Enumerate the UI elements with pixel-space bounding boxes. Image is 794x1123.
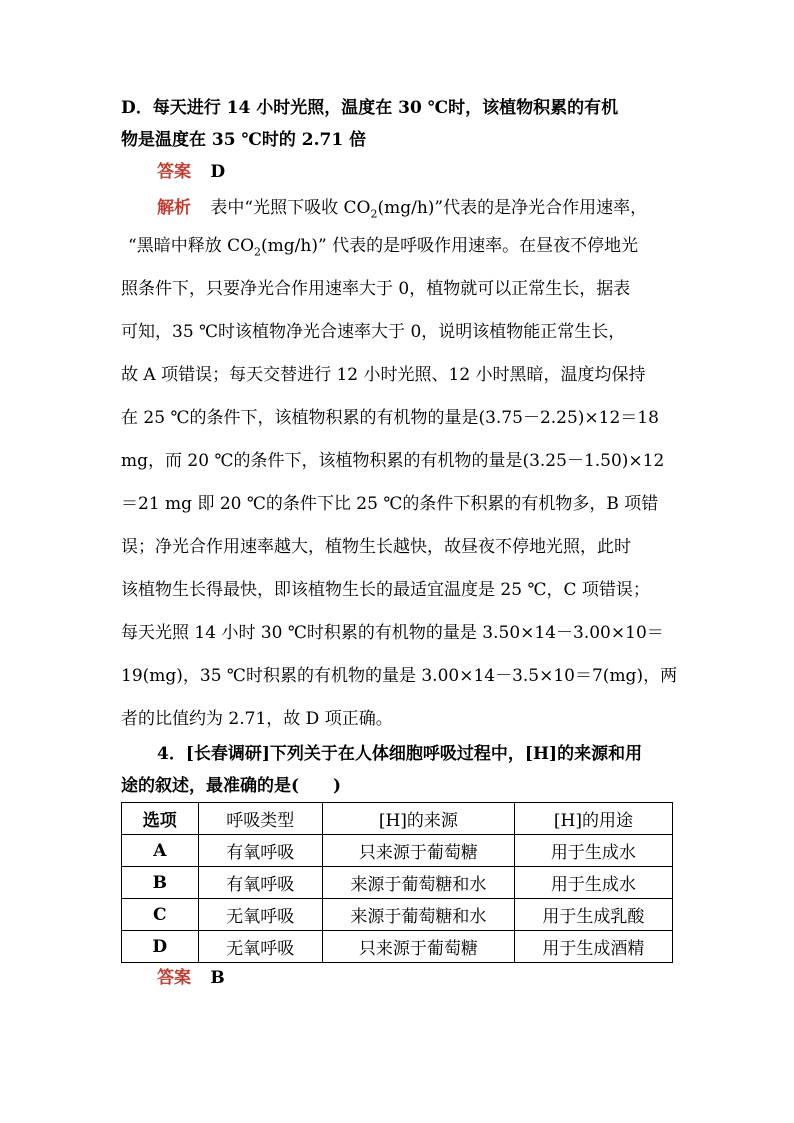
analysis-line-6: 在 25 ℃的条件下，该植物积累的有机物的量是(3.75－2.25)×12＝18 xyxy=(121,408,659,428)
analysis-line-1: 解析 表中“光照下吸收 $CO_2(mg/h)$”代表的是净光合作用速率， xyxy=(157,198,648,221)
analysis-label: 解析 xyxy=(157,198,191,218)
analysis-line-13: 者的比值约为 2.71，故 D 项正确。 xyxy=(121,709,393,729)
options-table xyxy=(121,802,673,963)
analysis-line-9: 误；净光合作用速率越大，植物生长越快，故昼夜不停地光照，此时 xyxy=(121,537,631,557)
table-cell: 无氧呼吸 xyxy=(198,899,322,931)
answer-value: B xyxy=(210,968,225,988)
table-cell: 用于生成乳酸 xyxy=(514,899,672,931)
table-row xyxy=(122,899,673,931)
table-row xyxy=(122,835,673,867)
table-cell: B xyxy=(122,867,199,899)
table-header-cell: [H]的来源 xyxy=(322,803,514,835)
answer-1 xyxy=(157,160,225,184)
table-header-cell: [H]的用途 xyxy=(514,803,672,835)
table-cell: 只来源于葡萄糖 xyxy=(322,931,514,963)
option-d-line-1: D．每天进行 14 小时光照，温度在 30 ℃时，该植物积累的有机 xyxy=(121,98,619,118)
table-cell: 用于生成水 xyxy=(514,835,672,867)
answer-label: 答案 xyxy=(157,162,191,182)
table-cell: D xyxy=(122,931,199,963)
analysis-line-3: 照条件下，只要净光合作用速率大于 0，植物就可以正常生长，据表 xyxy=(121,279,631,299)
analysis-line-12: 19(mg)，35 ℃时积累的有机物的量是 3.00×14－3.5×10＝7(mg)，两 xyxy=(121,666,678,686)
analysis-line-7: mg，而 20 ℃的条件下，该植物积累的有机物的量是(3.25－1.50)×12 xyxy=(121,451,665,471)
analysis-line-11: 每天光照 14 小时 30 ℃时积累的有机物的量是 3.50×14－3.00×10＝ xyxy=(121,623,664,643)
table-header-cell: 选项 xyxy=(122,803,199,835)
table-cell: 只来源于葡萄糖 xyxy=(322,835,514,867)
table-cell: 用于生成酒精 xyxy=(514,931,672,963)
table-cell: C xyxy=(122,899,199,931)
analysis-line-4: 可知，35 ℃时该植物净光合速率大于 0，说明该植物能正常生长， xyxy=(121,322,626,342)
answer-2 xyxy=(157,966,225,990)
table-row xyxy=(122,867,673,899)
question-4-line-2: 途的叙述，最准确的是( ) xyxy=(121,776,342,796)
answer-value: D xyxy=(210,162,226,182)
table-cell: 用于生成水 xyxy=(514,867,672,899)
answer-label: 答案 xyxy=(157,968,191,988)
analysis-line-10: 该植物生长得最快，即该植物生长的最适宜温度是 25 ℃，C 项错误； xyxy=(121,580,650,600)
table-cell: 无氧呼吸 xyxy=(198,931,322,963)
table-cell: 有氧呼吸 xyxy=(198,867,322,899)
analysis-line-2: “黑暗中释放 $CO_2(mg/h)$” 代表的是呼吸作用速率。在昼夜不停地光 xyxy=(128,236,639,259)
table-cell: 来源于葡萄糖和水 xyxy=(322,899,514,931)
table-header-cell: 呼吸类型 xyxy=(198,803,322,835)
option-d-line-2: 物是温度在 35 ℃时的 2.71 倍 xyxy=(121,130,367,150)
table-cell: 有氧呼吸 xyxy=(198,835,322,867)
table-cell: A xyxy=(122,835,199,867)
table-cell: 来源于葡萄糖和水 xyxy=(322,867,514,899)
analysis-line-5: 故 A 项错误；每天交替进行 12 小时光照、12 小时黑暗，温度均保持 xyxy=(121,365,646,385)
table-row xyxy=(122,931,673,963)
analysis-line-8: ＝21 mg 即 20 ℃的条件下比 25 ℃的条件下积累的有机物多，B 项错 xyxy=(121,494,659,514)
table-header-row xyxy=(122,803,673,835)
question-4-line-1: 4．[长春调研]下列关于在人体细胞呼吸过程中，[H]的来源和用 xyxy=(157,744,643,764)
